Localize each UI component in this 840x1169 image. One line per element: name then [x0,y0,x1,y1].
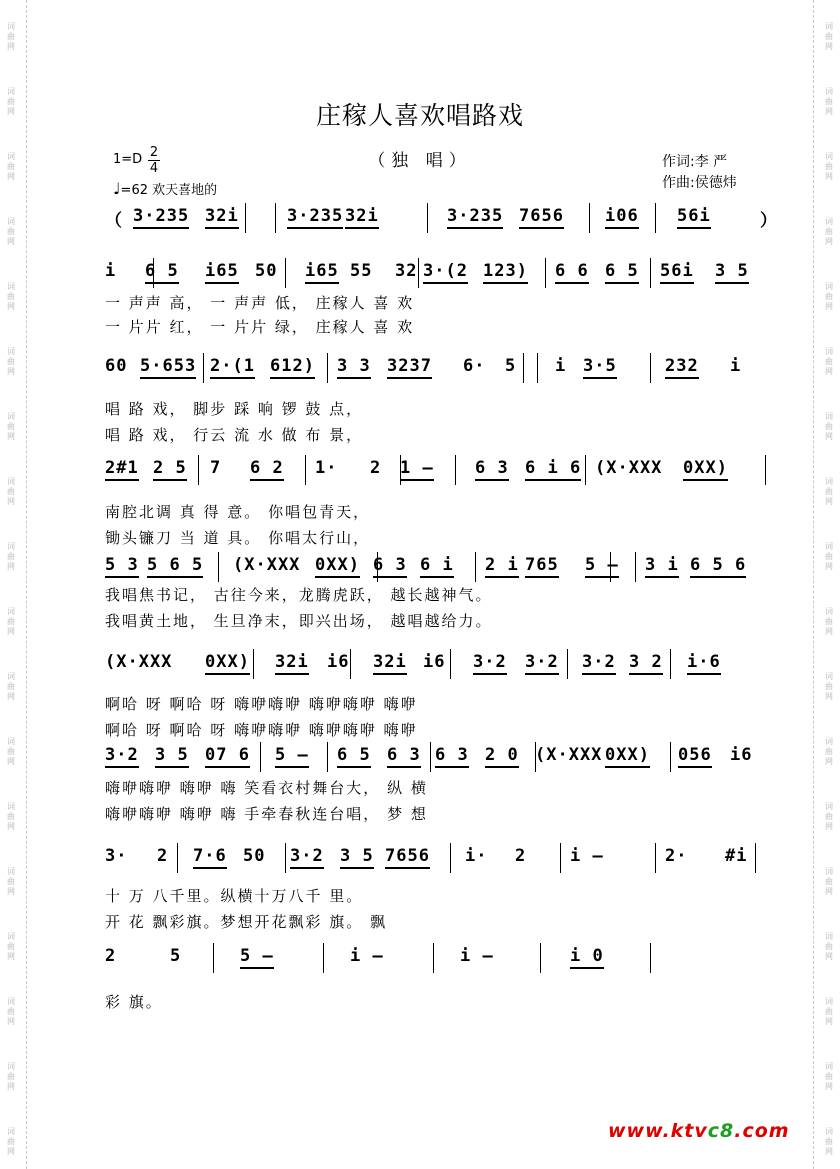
watermark-text: 词曲网 [7,282,15,311]
lyric-line: 嗨咿嗨咿 嗨咿 嗨 手牵春秋连台唱， 梦 想 [105,805,428,823]
bar-line [213,943,214,973]
notation-token: 55 [350,261,373,281]
notation-token: 7656 [385,846,430,869]
notation-token: 6 3 [387,745,421,768]
notation-token: ） [760,211,778,231]
watermark-text: 词曲网 [825,152,833,181]
bar-line [635,552,636,582]
bar-line [218,552,219,582]
notation-token: 32i [205,206,239,229]
notation-token: 0XX) [605,745,650,768]
notation-token: 7656 [519,206,564,229]
lyric-line: 唱 路 戏， 行云 流 水 做 布 景， [105,426,364,444]
bar-line [655,203,656,233]
notation-token: 2 0 [485,745,519,768]
notation-token: 3·235 [133,206,189,229]
logo-suffix: .com [734,1120,790,1142]
watermark-text: 词曲网 [7,87,15,116]
bar-line [450,649,451,679]
bar-line [670,742,671,772]
watermark-text: 词曲网 [7,217,15,246]
notation-token: 612) [270,356,315,379]
music-system [105,258,773,282]
watermark-text: 词曲网 [7,867,15,896]
watermark-text: 词曲网 [825,542,833,571]
bar-line [285,843,286,873]
notation-token: i [555,356,567,376]
notation-token: (X·XXX [595,458,663,478]
bar-line [765,455,766,485]
watermark-text: 词曲网 [825,347,833,376]
lyric-line: 十 万 八千里。纵横十万八千 里。 [105,887,364,905]
notation-token: 3·2 [473,652,507,675]
watermark-text: 词曲网 [825,217,833,246]
notation-token: 2 i [485,555,519,578]
lyric-line: 一 片片 红， 一 片片 绿， 庄稼人 喜 欢 [105,318,415,336]
notation-token: 2 [157,846,169,866]
quarter-note-icon: ♩ [113,179,121,198]
bar-line [655,843,656,873]
lyric-line: 我唱黄土地， 生旦净末，即兴出场， 越唱越给力。 [105,612,493,630]
watermark-text: 词曲网 [7,737,15,766]
bar-line [418,258,419,288]
lyric-line: 彩 旗。 [105,993,163,1011]
notation-token: 07 6 [205,745,250,768]
bar-line [275,203,276,233]
notation-token: 6 2 [250,458,284,481]
bar-line [327,353,328,383]
bar-line [253,649,254,679]
watermark-text: 词曲网 [825,282,833,311]
notation-token: 5·653 [140,356,196,379]
logo-prefix: www.ktv [608,1120,708,1142]
notation-token: 0XX) [683,458,728,481]
lyric-line: 锄头镰刀 当 道 具。 你唱太行山， [105,529,371,547]
tempo-marking [113,179,217,198]
watermark-text: 词曲网 [7,152,15,181]
watermark-text: 词曲网 [825,997,833,1026]
watermark-text: 词曲网 [825,477,833,506]
watermark-text: 词曲网 [7,1127,15,1156]
watermark-text: 词曲网 [7,22,15,51]
meter-bottom: 4 [149,161,159,176]
tempo-text: =62 欢天喜地的 [120,183,218,198]
notation-token: 6 3 [435,745,469,768]
notation-token: #i [725,846,748,866]
bar-line [305,455,306,485]
notation-token: 3·2 [290,846,324,869]
watermark-text: 词曲网 [7,672,15,701]
bar-line [537,353,538,383]
bar-line [650,353,651,383]
music-system [105,203,778,231]
bar-line [523,353,524,383]
notation-token: 2·(1 [210,356,255,379]
bar-line [260,742,261,772]
notation-token: i65 [305,261,339,284]
notation-token: 056 [678,745,712,768]
bar-line [450,843,451,873]
watermark-text: 词曲网 [825,802,833,831]
notation-token: 5 – [275,745,309,768]
watermark-text: 词曲网 [7,607,15,636]
watermark-text: 词曲网 [825,672,833,701]
notation-token: i65 [205,261,239,284]
bar-line [589,203,590,233]
notation-token: 6 6 [555,261,589,284]
bar-line [198,455,199,485]
notation-token: 123) [483,261,528,284]
bar-line [455,455,456,485]
notation-token: 6 3 [373,555,407,578]
notation-token: i06 [605,206,639,229]
music-system [105,649,773,673]
lyric-line: 啊哈 呀 啊哈 呀 嗨咿嗨咿 嗨咿嗨咿 嗨咿 [105,695,418,713]
bar-line [177,843,178,873]
notation-token: 6 3 [475,458,509,481]
notation-token: 5 6 5 [147,555,203,578]
bar-line [540,943,541,973]
notation-token: 2 [370,458,382,478]
music-system [105,455,773,479]
right-watermark-strip [813,0,840,1169]
bar-line [650,258,651,288]
notation-token: 3·2 [525,652,559,675]
notation-token: i 0 [570,946,604,969]
notation-token: 3237 [387,356,432,379]
notation-token: i – [460,946,494,966]
notation-token: 3·235 [287,206,343,229]
song-title: 庄稼人喜欢唱路戏 [315,101,524,130]
notation-token: 3 3 [337,356,371,379]
bar-line [245,203,246,233]
notation-token: 32 [395,261,418,281]
watermark-text: 词曲网 [825,867,833,896]
watermark-text: 词曲网 [825,737,833,766]
watermark-text: 词曲网 [825,87,833,116]
watermark-text: 词曲网 [7,477,15,506]
music-system [105,943,773,967]
notation-token: 3·235 [447,206,503,229]
notation-token: 6 5 [605,261,639,284]
notation-token: 3·(2 [423,261,468,284]
notation-token: i6 [423,652,446,672]
bar-line [755,843,756,873]
notation-token: 0XX) [315,555,360,578]
notation-token: 6· [463,356,486,376]
notation-token: 56i [660,261,694,284]
notation-token: 2 [515,846,527,866]
lyric-line: 一 声声 高， 一 声声 低， 庄稼人 喜 欢 [105,294,415,312]
watermark-text: 词曲网 [7,542,15,571]
notation-token: 50 [243,846,266,866]
notation-token: 60 [105,356,128,376]
watermark-text: 词曲网 [7,802,15,831]
key-signature: 1=D [113,152,143,167]
bar-line [567,649,568,679]
watermark-text: 词曲网 [7,347,15,376]
bar-line [285,258,286,288]
bar-line [670,649,671,679]
notation-token: 2 5 [153,458,187,481]
notation-token: 5 3 [105,555,139,578]
bar-line [203,353,204,383]
watermark-text: 词曲网 [825,1062,833,1091]
notation-token: 6 i 6 [525,458,581,481]
music-system [105,843,773,867]
notation-token: 2 [105,946,117,966]
bar-line [585,455,586,485]
lyric-line: 唱 路 戏， 脚步 踩 响 锣 鼓 点， [105,400,364,418]
notation-token: 1· [315,458,338,478]
lyric-line: 我唱焦书记， 古往今来，龙腾虎跃， 越长越神气。 [105,586,493,604]
bar-line [323,943,324,973]
bar-line [475,552,476,582]
watermark-text: 词曲网 [7,412,15,441]
music-system [105,742,773,766]
notation-token: 56i [677,206,711,229]
notation-token: i6 [327,652,350,672]
watermark-text: 词曲网 [825,1127,833,1156]
bar-line [327,742,328,772]
notation-token: 2#1 [105,458,139,481]
watermark-text: 词曲网 [825,607,833,636]
bar-line [350,649,351,679]
watermark-text: 词曲网 [825,22,833,51]
lyric-line: 嗨咿嗨咿 嗨咿 嗨 笑看衣村舞台大， 纵 横 [105,779,428,797]
watermark-text: 词曲网 [7,1062,15,1091]
notation-token: 6 5 [145,261,179,284]
notation-token: 3 i [645,555,679,578]
notation-token: 232 [665,356,699,379]
time-signature [148,145,160,176]
watermark-text: 词曲网 [825,412,833,441]
watermark-text: 词曲网 [7,932,15,961]
notation-token: 5 – [585,555,619,578]
bar-line [545,258,546,288]
notation-token: 3· [105,846,128,866]
notation-token: 32i [275,652,309,675]
notation-token: 5 [170,946,182,966]
notation-token: 6 5 6 [690,555,746,578]
composer: 作曲:侯德炜 [662,175,737,191]
bar-line [430,742,431,772]
notation-token: 32i [345,206,379,229]
notation-token: 3 5 [715,261,749,284]
notation-token: 50 [255,261,278,281]
left-watermark-strip [0,0,27,1169]
notation-token: i [105,261,117,281]
logo-mid: c8 [707,1120,735,1142]
notation-token: 765 [525,555,559,578]
notation-token: 7·6 [193,846,227,869]
notation-token: i – [350,946,384,966]
notation-token: i6 [730,745,753,765]
notation-token: 7 [210,458,222,478]
notation-token: i [730,356,742,376]
notation-token: （ [105,211,123,231]
lyric-line: 啊哈 呀 啊哈 呀 嗨咿嗨咿 嗨咿嗨咿 嗨咿 [105,721,418,739]
notation-token: 6 i [420,555,454,578]
notation-token: (X·XXX [535,745,603,765]
bar-line [650,943,651,973]
notation-token: 32i [373,652,407,675]
notation-token: (X·XXX [105,652,173,672]
music-system [105,353,773,377]
bar-line [560,843,561,873]
notation-token: i· [465,846,488,866]
notation-token: 3·5 [583,356,617,379]
notation-token: 1 – [400,458,434,481]
notation-token: 2· [665,846,688,866]
lyricist: 作词:李 严 [662,154,728,170]
music-system [105,552,773,576]
site-logo [608,1120,790,1142]
notation-token: (X·XXX [233,555,301,575]
bar-line [433,943,434,973]
song-subtitle: （独 唱） [368,151,472,171]
meter-top: 2 [149,145,159,160]
notation-token: 3·2 [105,745,139,768]
notation-token: 6 5 [337,745,371,768]
bar-line [427,203,428,233]
notation-token: 3 5 [340,846,374,869]
notation-token: 3 2 [629,652,663,675]
lyric-line: 开 花 飘彩旗。梦想开花飘彩 旗。 飘 [105,913,388,931]
notation-token: i – [570,846,604,866]
watermark-text: 词曲网 [7,997,15,1026]
notation-token: 3 5 [155,745,189,768]
lyric-line: 南腔北调 真 得 意。 你唱包青天， [105,503,371,521]
notation-token: 5 [505,356,517,376]
notation-token: i·6 [687,652,721,675]
notation-token: 5 – [240,946,274,969]
watermark-text: 词曲网 [825,932,833,961]
notation-token: 0XX) [205,652,250,675]
notation-token: 3·2 [582,652,616,675]
